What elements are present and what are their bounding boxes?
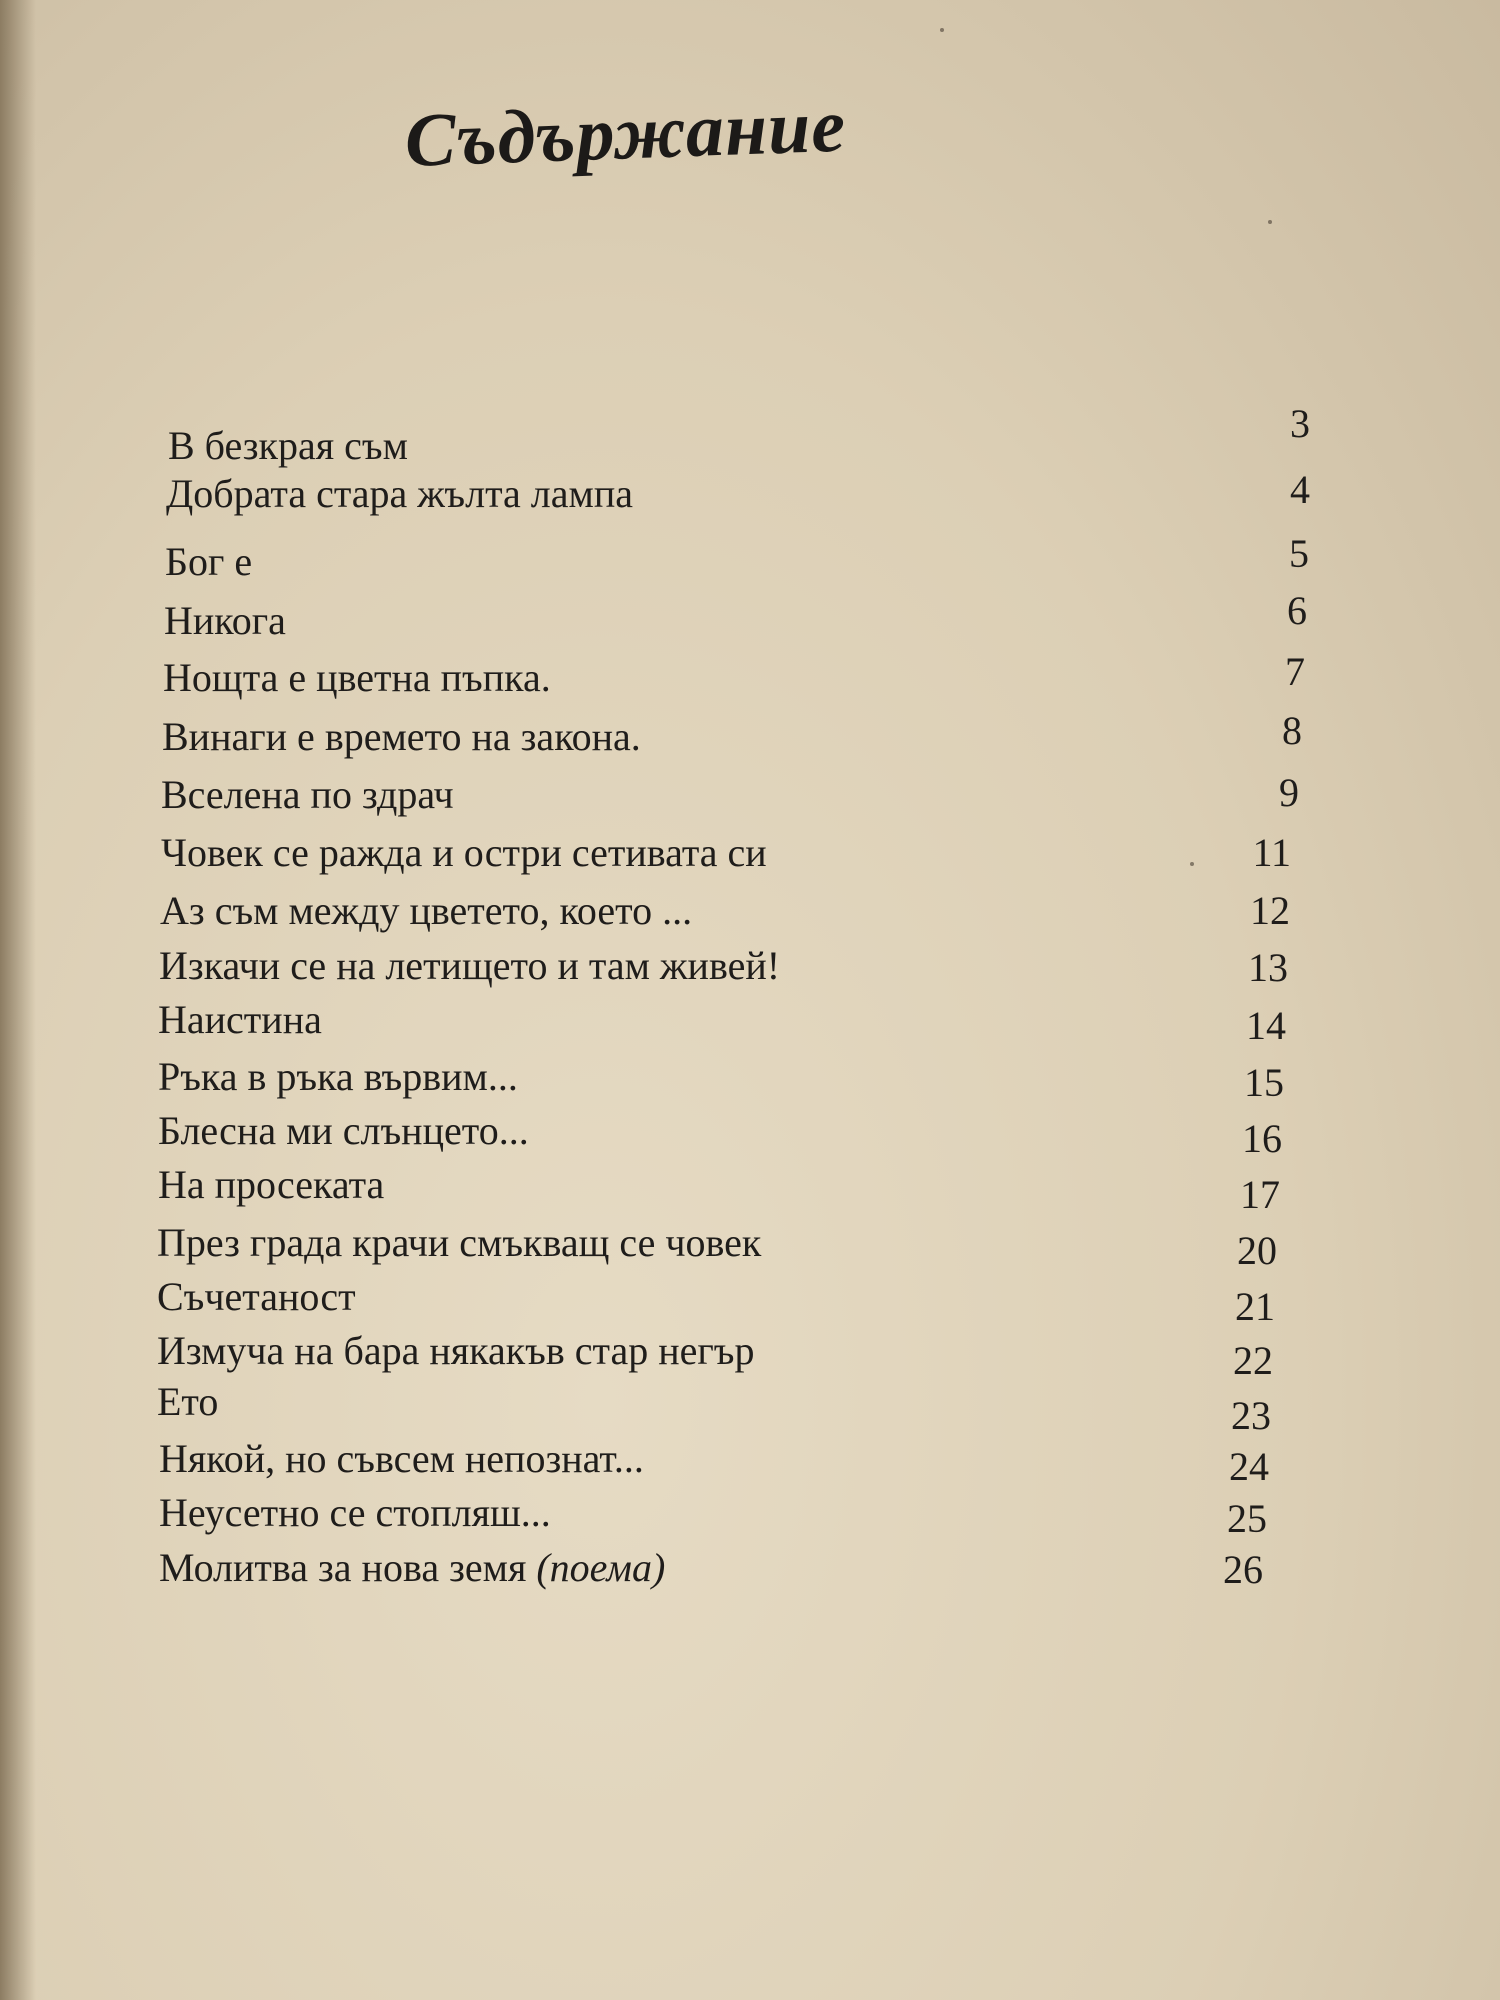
toc-entry-title: Винаги е времето на закона. [162,714,641,759]
toc-entry-page: 9 [1279,770,1299,815]
toc-entry-page: 14 [1246,1003,1286,1048]
toc-entry-note: (поема) [536,1545,666,1590]
toc-entry-title [159,1544,665,1591]
toc-entry-title: Вселена по здрач [161,772,454,817]
toc-entry-page: 5 [1289,531,1309,576]
toc-entry-page: 6 [1287,588,1307,633]
toc-entry-title: Някой, но съвсем непознат... [159,1436,644,1481]
toc-entry-page: 3 [1290,401,1310,446]
toc-entry-title: Никога [164,598,286,643]
paper-speck [1190,862,1194,866]
toc-entry-page: 24 [1229,1444,1269,1489]
toc-entry-page: 23 [1231,1393,1271,1438]
toc-entry-page: 15 [1244,1060,1284,1105]
toc-entry-page: 7 [1285,649,1305,694]
toc-entry-page: 13 [1248,945,1288,990]
toc-entry-title: Ръка в ръка вървим... [158,1054,518,1099]
toc-entry-title: Измуча на бара някакъв стар негър [157,1328,755,1373]
toc-entry-title: Добрата стара жълта лампа [166,471,633,516]
toc-entry-title: Ето [157,1379,219,1424]
toc-entry-page: 21 [1235,1284,1275,1329]
paper-speck [940,28,944,32]
toc-entry-page: 12 [1250,888,1290,933]
toc-entry-title: Блесна ми слънцето... [158,1108,529,1153]
page-title: Съдържание [403,83,848,183]
paper-speck [1268,220,1272,224]
toc-entry-title: Аз съм между цветето, което ... [160,888,693,933]
toc-entry-page: 8 [1282,708,1302,753]
toc-entry-page: 17 [1240,1172,1280,1217]
toc-entry-title: В безкрая съм [168,423,408,468]
toc-entry-title: Изкачи се на летището и там живей! [159,943,781,988]
toc-entry-title-text: Молитва за нова земя [159,1545,527,1590]
toc-entry-page: 25 [1227,1496,1267,1541]
toc-entry-page: 26 [1223,1547,1263,1592]
toc-entry-title: Неусетно се стопляш... [159,1490,551,1535]
toc-entry-title: Човек се ражда и остри сетивата си [161,830,767,875]
toc-entry-title: Нощта е цветна пъпка. [163,655,551,700]
toc-entry-title: Бог е [165,539,253,584]
toc-entry-title: Съчетаност [157,1274,356,1319]
toc-entry-page: 20 [1237,1228,1277,1273]
toc-entry-title: На просеката [158,1162,385,1207]
toc-entry-page: 4 [1290,467,1310,512]
toc-entry-title: Наистина [158,997,322,1042]
toc-entry-title: През града крачи смъкващ се човек [157,1220,762,1265]
toc-entry-page: 22 [1233,1338,1273,1383]
toc-entry-page: 16 [1242,1116,1282,1161]
toc-entry-page: 11 [1252,830,1291,875]
